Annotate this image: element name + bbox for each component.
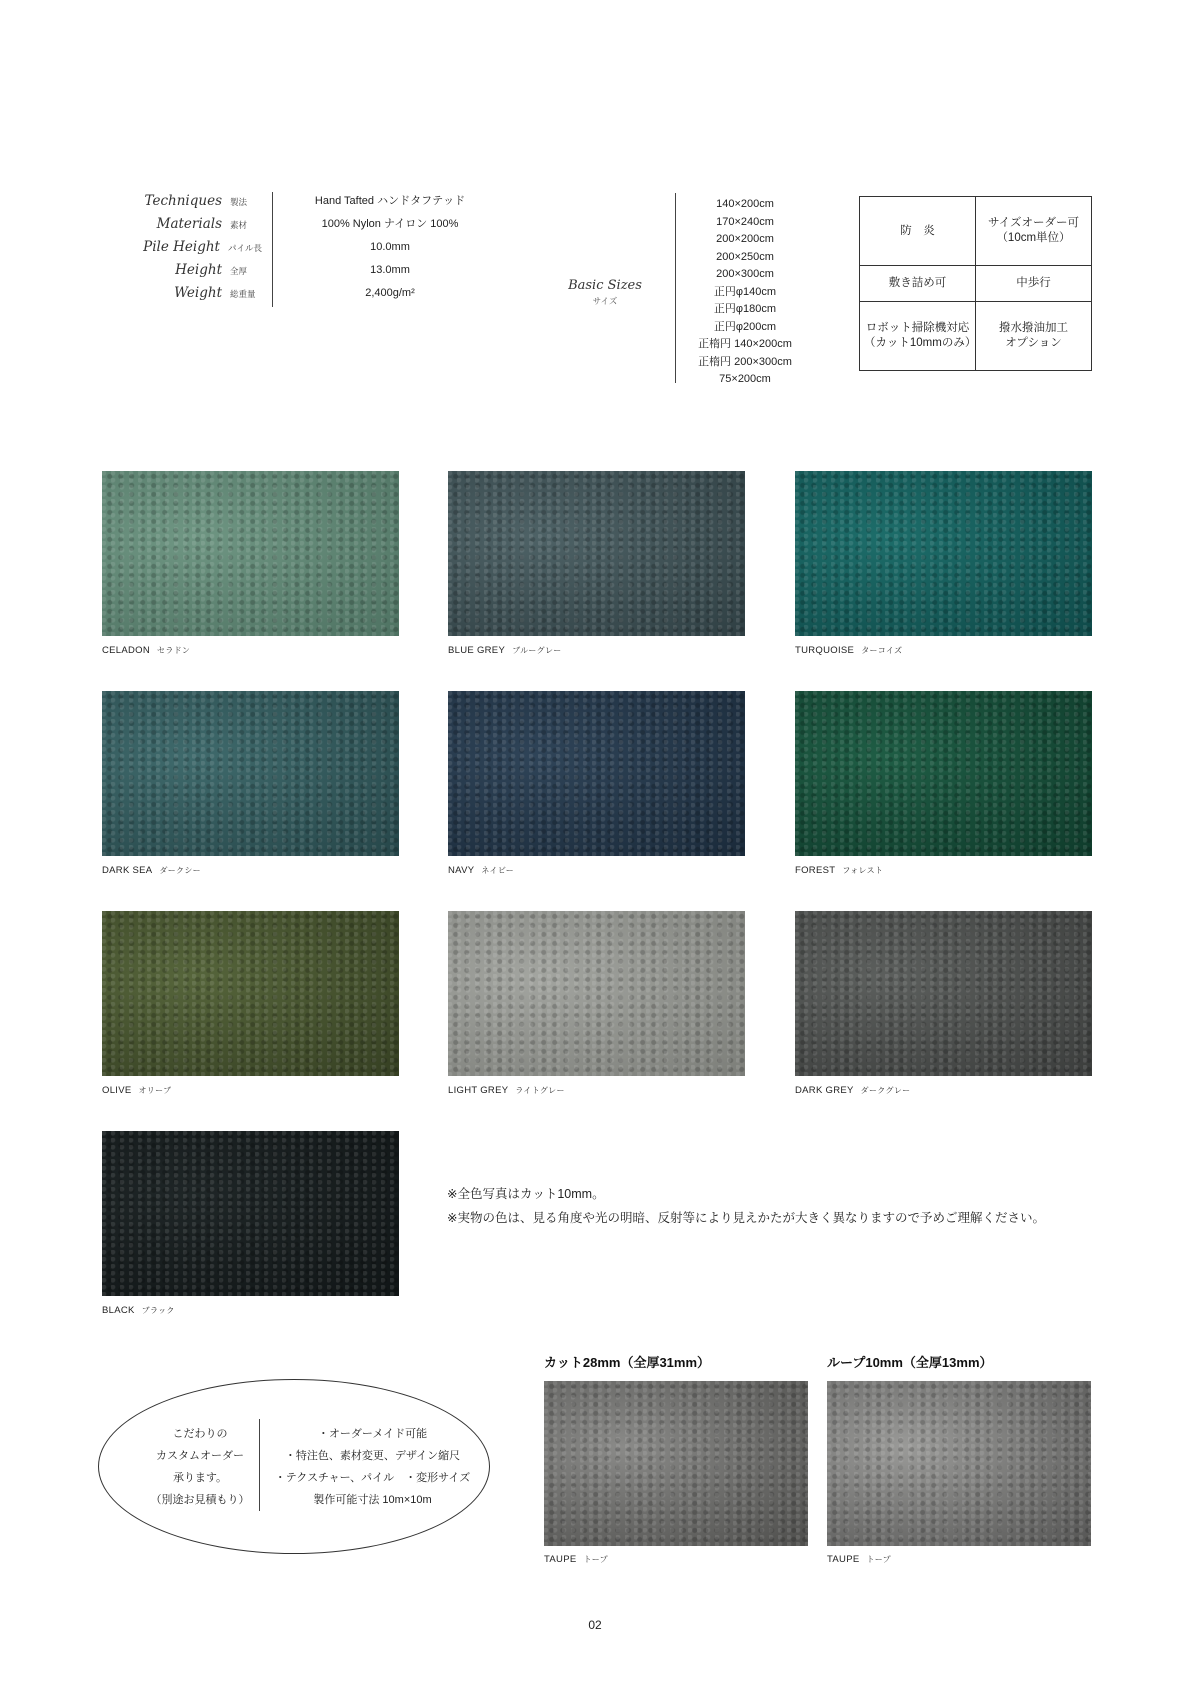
swatch-caption: [448, 1085, 565, 1096]
basic-sizes-list: [680, 196, 810, 389]
swatch-name-en: TURQUOISE: [795, 645, 855, 656]
texture-name-jp: トープ: [583, 1555, 608, 1564]
swatch-name-en: BLUE GREY: [448, 645, 506, 656]
feature-cell: 中歩行: [976, 266, 1092, 302]
custom-order-divider: [259, 1419, 260, 1511]
features-table: [859, 196, 1092, 371]
swatch-caption: [795, 1085, 910, 1096]
page-number: 02: [588, 1618, 602, 1632]
spec-value: 2,400g/m²: [365, 287, 415, 299]
swatch-name-jp: ターコイズ: [861, 646, 903, 655]
spec-value: 10.0mm: [370, 241, 410, 253]
swatch-name-jp: セラドン: [157, 646, 191, 655]
swatch-name-en: CELADON: [102, 645, 151, 656]
feature-cell: 敷き詰め可: [860, 266, 976, 302]
texture-name-en: TAUPE: [544, 1554, 577, 1565]
swatch-turquoise: [795, 471, 1092, 636]
custom-order-option: ・特注色、素材変更、デザイン縮尺: [284, 1450, 461, 1462]
swatch-name-jp: ダークグレー: [860, 1086, 911, 1095]
spec-label-jp: 全厚: [230, 266, 248, 276]
custom-order-text: カスタムオーダー: [156, 1450, 244, 1462]
swatch-celadon: [102, 471, 399, 636]
features-row: [860, 197, 1092, 266]
swatch-caption: [795, 865, 883, 876]
swatch-caption: [102, 865, 201, 876]
spec-row-techniques: [92, 193, 262, 216]
spec-row-height: [92, 262, 262, 285]
size-item: 正楕円 140×200cm: [698, 338, 792, 350]
spec-row-materials: [92, 216, 262, 239]
spec-label-en: Materials: [156, 216, 222, 232]
swatch-navy: [448, 691, 745, 856]
size-item: 200×300cm: [716, 268, 774, 280]
feature-cell: 防 炎: [860, 197, 976, 266]
swatch-name-jp: ブラック: [141, 1306, 175, 1315]
swatch-name-jp: ライトグレー: [515, 1086, 565, 1095]
texture-title-cut: カット28mm（全厚31mm）: [544, 1355, 711, 1370]
sizes-divider: [675, 193, 676, 383]
swatch-name-jp: オリーブ: [138, 1086, 172, 1095]
feature-cell: 撥水撥油加工 オプション: [976, 301, 1092, 370]
spec-values: [280, 193, 500, 308]
custom-order-text: 承ります。: [172, 1472, 228, 1484]
texture-loop: [827, 1381, 1091, 1546]
texture-cut: [544, 1381, 808, 1546]
swatch-name-jp: ブルーグレー: [512, 646, 562, 655]
spec-label-jp: 素材: [230, 220, 248, 230]
spec-row-weight: [92, 285, 262, 308]
swatch-light-grey: [448, 911, 745, 1076]
spec-row-pile-height: [92, 239, 262, 262]
size-item: 140×200cm: [716, 198, 774, 210]
custom-order-option: ・テクスチャー、パイル ・変形サイズ: [274, 1472, 471, 1484]
features-row: [860, 266, 1092, 302]
custom-order-text: （別途お見積もり）: [150, 1494, 250, 1506]
spec-label-en: Pile Height: [143, 239, 220, 255]
swatch-caption: [102, 1085, 171, 1096]
features-row: [860, 301, 1092, 370]
spec-label-jp: パイル長: [227, 243, 262, 253]
size-item: 200×200cm: [716, 233, 774, 245]
swatch-dark-sea: [102, 691, 399, 856]
texture-caption: [827, 1554, 891, 1565]
note-line: ※全色写真はカット10mm。: [447, 1187, 605, 1201]
swatch-dark-grey: [795, 911, 1092, 1076]
spec-label-en: Weight: [174, 285, 222, 301]
size-item: 75×200cm: [719, 373, 771, 385]
size-item: 正円φ200cm: [713, 320, 777, 333]
spec-label-en: Height: [175, 262, 222, 278]
color-notes: [447, 1182, 1087, 1230]
size-item: 正楕円 200×300cm: [698, 355, 792, 368]
swatch-name-en: LIGHT GREY: [448, 1085, 509, 1096]
swatch-name-en: DARK SEA: [102, 865, 153, 876]
spec-label-jp: 製法: [230, 197, 248, 207]
spec-label-en: Techniques: [144, 193, 222, 209]
texture-name-en: TAUPE: [827, 1554, 860, 1565]
swatch-caption: [448, 865, 514, 876]
spec-labels: [92, 193, 262, 308]
swatch-name-en: OLIVE: [102, 1085, 132, 1096]
swatch-name-jp: フォレスト: [842, 866, 884, 875]
spec-value: Hand Tafted ハンドタフテッド: [314, 195, 466, 207]
custom-order-option: 製作可能寸法 10m×10m: [313, 1494, 432, 1506]
swatch-caption: [102, 645, 190, 656]
note-line: ※実物の色は、見る角度や光の明暗、反射等により見えかたが大きく異なりますので予めご理解ください。: [447, 1211, 1045, 1225]
size-item: 170×240cm: [716, 215, 774, 228]
spec-value: 13.0mm: [370, 264, 410, 276]
spec-divider: [272, 192, 273, 307]
swatch-caption: [448, 645, 562, 656]
custom-order-options: [270, 1423, 475, 1511]
basic-sizes-title-en: Basic Sizes: [568, 278, 642, 293]
swatch-name-en: FOREST: [795, 865, 836, 876]
swatch-caption: [102, 1305, 175, 1316]
swatch-name-en: NAVY: [448, 865, 475, 876]
texture-name-jp: トープ: [866, 1555, 891, 1564]
custom-order-intro: [140, 1423, 260, 1511]
swatch-name-jp: ダークシー: [159, 866, 201, 875]
swatch-blue-grey: [448, 471, 745, 636]
swatch-olive: [102, 911, 399, 1076]
spec-label-jp: 総重量: [230, 289, 256, 299]
swatch-caption: [795, 645, 902, 656]
texture-title-loop: ループ10mm（全厚13mm）: [827, 1355, 993, 1370]
size-item: 正円φ180cm: [713, 303, 777, 315]
size-item: 200×250cm: [716, 250, 774, 263]
custom-order-option: ・オーダーメイド可能: [317, 1428, 428, 1440]
basic-sizes-title: [555, 278, 655, 307]
swatch-name-en: DARK GREY: [795, 1085, 854, 1096]
feature-cell: ロボット掃除機対応 （カット10mmのみ）: [860, 301, 976, 370]
swatch-black: [102, 1131, 399, 1296]
size-item: 正円φ140cm: [713, 285, 777, 298]
custom-order-text: こだわりの: [172, 1428, 228, 1440]
spec-value: 100% Nylon ナイロン 100%: [321, 218, 459, 230]
basic-sizes-title-jp: サイズ: [592, 296, 618, 306]
swatch-forest: [795, 691, 1092, 856]
texture-caption: [544, 1554, 608, 1565]
feature-cell: サイズオーダー可 （10cm単位）: [976, 197, 1092, 266]
swatch-name-en: BLACK: [102, 1305, 135, 1316]
swatch-name-jp: ネイビー: [481, 866, 515, 875]
